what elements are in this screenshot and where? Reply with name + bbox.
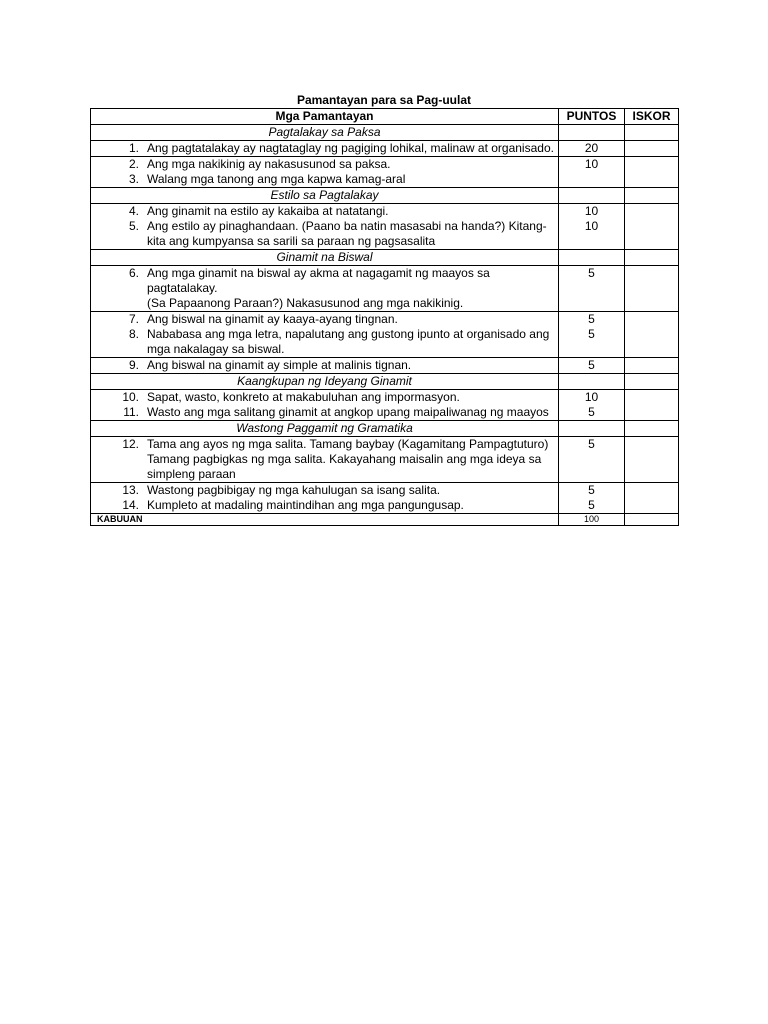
section-title: Estilo sa Pagtalakay: [91, 188, 559, 204]
header-row: [91, 109, 679, 125]
points-cell: [559, 437, 625, 483]
item-text: Ang mga nakikinig ay nakasusunod sa paksa.: [147, 157, 391, 171]
points-cell-empty: [559, 250, 625, 266]
points-cell: [559, 483, 625, 514]
header-score: ISKOR: [625, 109, 679, 125]
item-number: 10.: [122, 390, 139, 404]
criteria-item: [95, 437, 554, 482]
item-number: 8.: [128, 327, 139, 341]
page-title: Pamantayan para sa Pag-uulat: [296, 93, 472, 107]
criteria-cell: [91, 141, 559, 157]
points-cell: [559, 358, 625, 374]
points-cell: [559, 266, 625, 312]
score-cell: [625, 266, 679, 312]
criteria-cell: [91, 483, 559, 514]
score-cell: [625, 421, 679, 437]
score-cell: [625, 390, 679, 421]
points-cell: [559, 157, 625, 188]
points-cell-empty: [559, 374, 625, 390]
item-number: 7.: [128, 312, 139, 326]
score-cell: [625, 312, 679, 358]
points-cell: [559, 141, 625, 157]
item-number: 2.: [128, 157, 139, 171]
section-row: [91, 421, 679, 437]
item-text: Ang estilo ay pinaghandaan. (Paano ba natin masasabi na handa?) Kitang-kita ang kumpyansa sa sarili sa paraan ng pagsasalita: [147, 219, 547, 248]
item-text: Sapat, wasto, konkreto at makabuluhan ang impormasyon.: [147, 390, 460, 404]
rubric-table: [90, 108, 679, 526]
points-cell: [559, 390, 625, 421]
item-number: 12.: [122, 437, 139, 451]
section-title: Pagtalakay sa Paksa: [91, 125, 559, 141]
criteria-row: [91, 157, 679, 188]
points-value: 5: [588, 327, 595, 341]
score-cell: [625, 374, 679, 390]
item-text: Ang biswal na ginamit ay kaaya-ayang tingnan.: [147, 312, 398, 326]
criteria-item: [95, 204, 554, 219]
points-cell-empty: [559, 421, 625, 437]
points-value: 5: [588, 312, 595, 326]
item-text: Walang mga tanong ang mga kapwa kamag-aral: [147, 172, 406, 186]
points-value: 5: [588, 498, 595, 512]
section-title: Kaangkupan ng Ideyang Ginamit: [91, 374, 559, 390]
score-cell: [625, 141, 679, 157]
points-value: 5: [588, 437, 595, 451]
points-value: 10: [584, 204, 599, 218]
criteria-cell: [91, 266, 559, 312]
points-cell: [559, 312, 625, 358]
score-cell: [625, 483, 679, 514]
item-text: Kumpleto at madaling maintindihan ang mga pangungusap.: [147, 498, 464, 512]
header-criteria: Mga Pamantayan: [91, 109, 559, 125]
score-cell: [625, 204, 679, 250]
criteria-cell: [91, 390, 559, 421]
points-value: 5: [588, 266, 595, 280]
total-row: [91, 514, 679, 526]
item-text: Tama ang ayos ng mga salita. Tamang baybay (Kagamitang Pampagtuturo) Tamang pagbigkas ng mga salita. Kakayahang maisalin ang mga ideya sa simpleng paraan: [147, 437, 549, 481]
points-value: 5: [588, 358, 595, 372]
points-value: 10: [584, 390, 599, 404]
criteria-item: [95, 327, 554, 357]
item-number: 4.: [128, 204, 139, 218]
criteria-item: [95, 483, 554, 498]
criteria-item: [95, 141, 554, 156]
criteria-item: [95, 172, 554, 187]
score-cell: [625, 250, 679, 266]
item-text: Wasto ang mga salitang ginamit at angkop upang maipaliwanag ng maayos: [147, 405, 549, 419]
points-value: 5: [588, 405, 595, 419]
total-points: 100: [559, 514, 625, 526]
criteria-item: [95, 405, 554, 420]
criteria-cell: [91, 157, 559, 188]
criteria-cell: [91, 358, 559, 374]
item-text: Ang mga ginamit na biswal ay akma at nagagamit ng maayos sa pagtatalakay. (Sa Papaanong Paraan?) Nakasusunod ang mga nakikinig.: [147, 266, 490, 310]
criteria-row: [91, 141, 679, 157]
criteria-row: [91, 390, 679, 421]
criteria-item: [95, 312, 554, 327]
section-title: Wastong Paggamit ng Gramatika: [91, 421, 559, 437]
item-text: Ang pagtatalakay ay nagtataglay ng pagiging lohikal, malinaw at organisado.: [147, 141, 554, 155]
score-cell: [625, 157, 679, 188]
criteria-cell: [91, 312, 559, 358]
item-number: 9.: [128, 358, 139, 372]
points-value: 10: [584, 157, 599, 171]
item-number: 3.: [128, 172, 139, 186]
item-number: 5.: [128, 219, 139, 233]
item-number: 14.: [122, 498, 139, 512]
criteria-item: [95, 157, 554, 172]
criteria-row: [91, 204, 679, 250]
criteria-row: [91, 358, 679, 374]
section-row: [91, 188, 679, 204]
section-row: [91, 250, 679, 266]
score-cell: [625, 188, 679, 204]
criteria-item: [95, 498, 554, 513]
section-row: [91, 125, 679, 141]
criteria-cell: [91, 437, 559, 483]
points-value: 5: [588, 483, 595, 497]
criteria-row: [91, 266, 679, 312]
score-cell: [625, 437, 679, 483]
criteria-cell: [91, 204, 559, 250]
points-cell-empty: [559, 125, 625, 141]
section-row: [91, 374, 679, 390]
item-number: 1.: [128, 141, 139, 155]
score-cell: [625, 358, 679, 374]
points-cell: [559, 204, 625, 250]
header-points: PUNTOS: [559, 109, 625, 125]
section-title: Ginamit na Biswal: [91, 250, 559, 266]
total-label: KABUUAN: [91, 514, 559, 526]
points-value: 10: [584, 219, 599, 233]
points-value: 20: [584, 141, 599, 155]
criteria-row: [91, 437, 679, 483]
item-number: 11.: [123, 405, 139, 419]
criteria-row: [91, 483, 679, 514]
criteria-item: [95, 266, 554, 311]
criteria-item: [95, 219, 554, 249]
item-number: 13.: [122, 483, 139, 497]
total-score-cell: [625, 514, 679, 526]
score-cell: [625, 125, 679, 141]
item-number: 6.: [128, 266, 139, 280]
points-cell-empty: [559, 188, 625, 204]
item-text: Nababasa ang mga letra, napalutang ang gustong ipunto at organisado ang mga nakalagay sa biswal.: [147, 327, 550, 356]
item-text: Ang biswal na ginamit ay simple at malinis tignan.: [147, 358, 412, 372]
item-text: Ang ginamit na estilo ay kakaiba at natatangi.: [147, 204, 389, 218]
criteria-item: [95, 358, 554, 373]
criteria-row: [91, 312, 679, 358]
criteria-item: [95, 390, 554, 405]
item-text: Wastong pagbibigay ng mga kahulugan sa isang salita.: [147, 483, 441, 497]
